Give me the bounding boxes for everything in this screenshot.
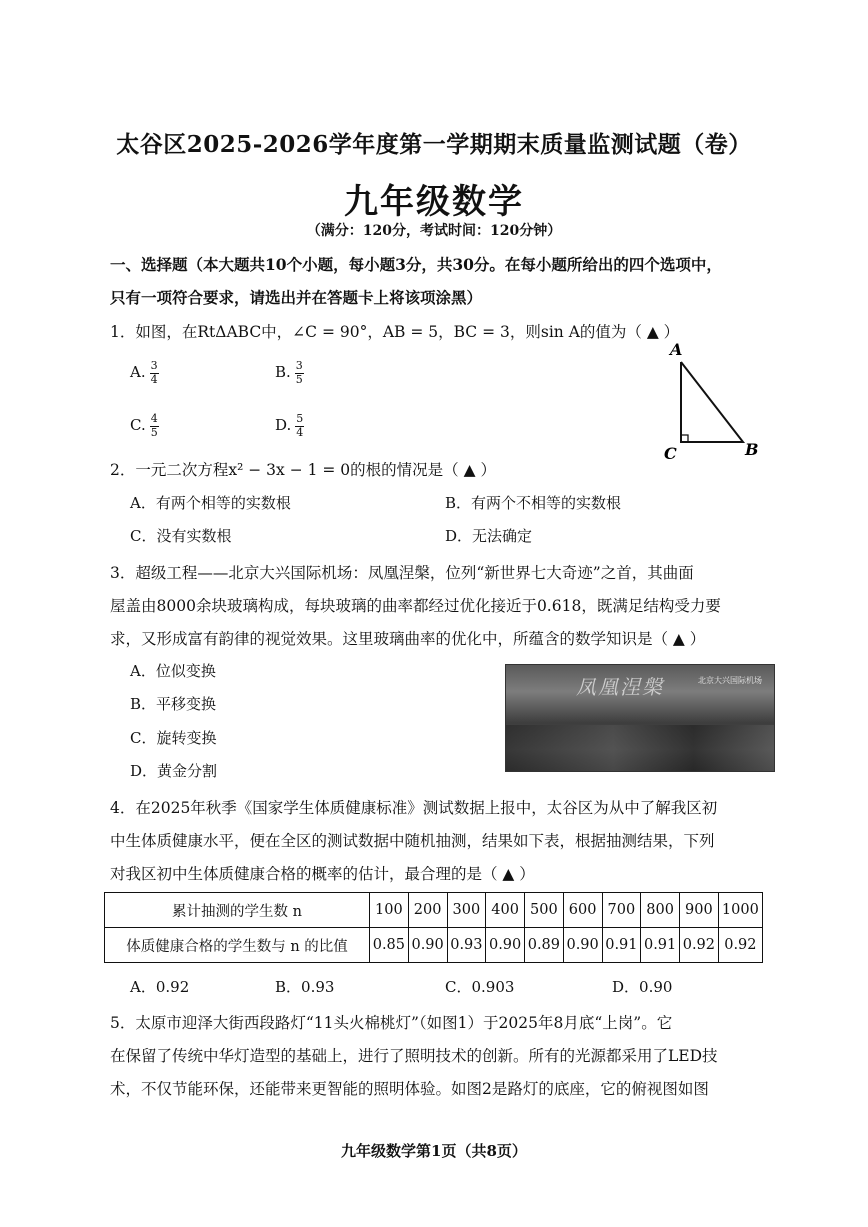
- option-letter: B.: [275, 363, 291, 382]
- question-1-option-c: [130, 413, 159, 439]
- right-triangle-figure: [660, 338, 770, 468]
- fraction: [150, 413, 159, 439]
- photo-calligraphy: 凤凰涅槃: [576, 675, 664, 699]
- question-5-line3: 术，不仅节能环保，还能带来更智能的照明体验。如图2是路灯的底座，它的俯视图如图: [110, 1080, 709, 1098]
- table-cell: 0.90: [408, 928, 447, 963]
- question-5-line2: 在保留了传统中华灯造型的基础上，进行了照明技术的创新。所有的光源都采用了LED技: [110, 1047, 718, 1065]
- table-cell: 0.90: [486, 928, 525, 963]
- vertex-label-b: B: [745, 440, 759, 459]
- question-2-option-d: D．无法确定: [445, 527, 533, 545]
- exam-subject: 九年级数学: [344, 182, 524, 222]
- question-3-option-a: A．位似变换: [130, 662, 216, 680]
- option-letter: A.: [130, 363, 146, 382]
- table-cell: 0.85: [370, 928, 409, 963]
- question-2-option-a: A．有两个相等的实数根: [130, 494, 291, 512]
- table-cell: 800: [641, 893, 680, 928]
- question-4-option-c: C．0.903: [445, 978, 515, 996]
- exam-title: 太谷区2025-2026学年度第一学期期末质量监测试题（卷）: [116, 131, 752, 158]
- photo-logo: 北京大兴国际机场: [698, 676, 762, 685]
- table-row: [105, 893, 763, 928]
- question-2-stem: 2．一元二次方程x² − 3x − 1 = 0的根的情况是（ ▲ ）: [110, 461, 496, 479]
- question-4-table: [104, 892, 763, 963]
- question-4-line1: 4．在2025年秋季《国家学生体质健康标准》测试数据上报中，太谷区为从中了解我区初: [110, 799, 718, 817]
- question-1-stem: 1．如图，在RtΔABC中，∠C = 90°，AB = 5，BC = 3，则sin A的值为（ ▲ ）: [110, 323, 680, 341]
- denominator: 4: [150, 372, 158, 386]
- table-cell: 200: [408, 893, 447, 928]
- question-4-option-d: D．0.90: [612, 978, 673, 996]
- question-1-option-d: [275, 413, 304, 439]
- fraction: [150, 360, 159, 386]
- vertex-label-c: C: [664, 444, 677, 463]
- question-3-option-c: C．旋转变换: [130, 729, 217, 747]
- question-2-option-c: C．没有实数根: [130, 527, 232, 545]
- denominator: 4: [296, 425, 304, 439]
- denominator: 5: [150, 425, 158, 439]
- table-cell: 0.91: [602, 928, 641, 963]
- question-4-option-b: B．0.93: [275, 978, 335, 996]
- option-letter: C.: [130, 416, 146, 435]
- table-header-cell: 体质健康合格的学生数与 n 的比值: [105, 928, 370, 963]
- table-cell: 0.91: [641, 928, 680, 963]
- airport-photo: [505, 664, 775, 772]
- table-cell: 0.92: [718, 928, 762, 963]
- table-cell: 500: [525, 893, 564, 928]
- question-3-option-b: B．平移变换: [130, 695, 217, 713]
- numerator: 5: [296, 412, 304, 425]
- table-cell: 0.93: [447, 928, 486, 963]
- question-3-option-d: D．黄金分割: [130, 762, 218, 780]
- denominator: 5: [295, 372, 303, 386]
- right-angle-mark: [681, 435, 688, 442]
- section-instructions-line2: 只有一项符合要求，请选出并在答题卡上将该项涂黑）: [110, 288, 483, 307]
- numerator: 3: [150, 359, 158, 372]
- table-cell: 600: [563, 893, 602, 928]
- question-3-line3: 求，又形成富有韵律的视觉效果。这里玻璃曲率的优化中，所蕴含的数学知识是（ ▲ ）: [110, 630, 706, 648]
- table-cell: 300: [447, 893, 486, 928]
- question-4-option-a: A．0.92: [130, 978, 190, 996]
- question-4-line2: 中生体质健康水平，便在全区的测试数据中随机抽测，结果如下表，根据抽测结果，下列: [110, 832, 715, 850]
- table-header-cell: 累计抽测的学生数 n: [105, 893, 370, 928]
- triangle-outline: [681, 362, 743, 442]
- numerator: 3: [295, 359, 303, 372]
- question-2-option-b: B．有两个不相等的实数根: [445, 494, 622, 512]
- question-5-line1: 5．太原市迎泽大街西段路灯“11头火棉桃灯”（如图1）于2025年8月底“上岗”。它: [110, 1014, 673, 1032]
- exam-meta: （满分：120分，考试时间：120分钟）: [306, 223, 562, 239]
- option-letter: D.: [275, 416, 292, 435]
- page-footer: 九年级数学第1页（共8页）: [341, 1142, 527, 1160]
- question-3-line1: 3．超级工程——北京大兴国际机场：凤凰涅槃，位列“新世界七大奇迹”之首，其曲面: [110, 564, 694, 582]
- table-cell: 0.89: [525, 928, 564, 963]
- table-cell: 400: [486, 893, 525, 928]
- question-1-option-a: [130, 360, 159, 386]
- table-cell: 0.92: [680, 928, 719, 963]
- table-cell: 100: [370, 893, 409, 928]
- table-cell: 900: [680, 893, 719, 928]
- table-cell: 1000: [718, 893, 762, 928]
- question-1-option-b: [275, 360, 304, 386]
- table-row: [105, 928, 763, 963]
- table-cell: 0.90: [563, 928, 602, 963]
- photo-shadow: [506, 725, 774, 771]
- numerator: 4: [150, 412, 158, 425]
- table-cell: 700: [602, 893, 641, 928]
- section-instructions-line1: 一、选择题（本大题共10个小题，每小题3分，共30分。在每小题所给出的四个选项中，: [110, 255, 722, 274]
- question-4-line3: 对我区初中生体质健康合格的概率的估计，最合理的是（ ▲ ）: [110, 865, 535, 883]
- fraction: [295, 413, 304, 439]
- vertex-label-a: A: [670, 340, 683, 359]
- question-3-line2: 屋盖由8000余块玻璃构成，每块玻璃的曲率都经过优化接近于0.618，既满足结构受力要: [110, 597, 721, 615]
- fraction: [295, 360, 304, 386]
